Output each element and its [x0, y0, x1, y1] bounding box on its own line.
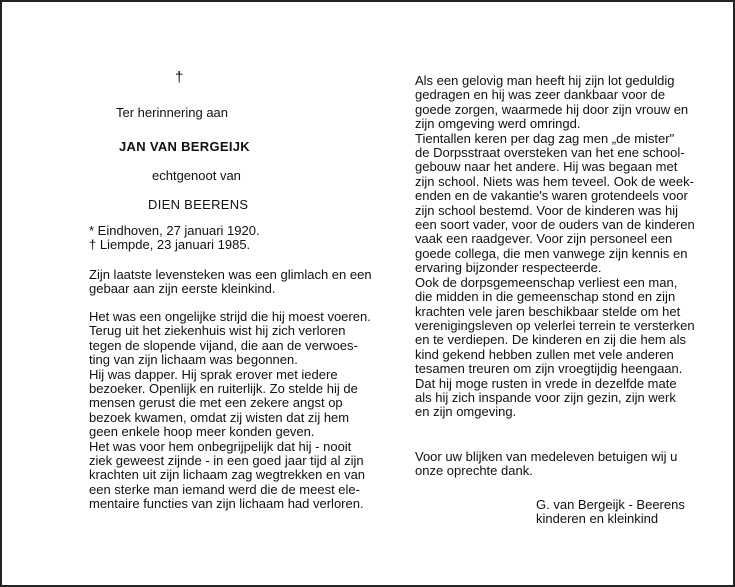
signature-name: G. van Bergeijk - Beerens: [536, 497, 685, 512]
text-line: en zijn omgeving.: [415, 404, 517, 420]
intro-line: Ter herinnering aan: [116, 105, 229, 120]
text-line: gedragen en hij was zeer dankbaar voor de: [415, 87, 666, 103]
text-line: Voor uw blijken van medeleven betuigen wij u: [415, 449, 678, 464]
text-line: zijn omgeving werd omringd.: [415, 116, 581, 132]
text-line: Het was voor hem onbegrijpelijk dat hij - nooit: [89, 438, 352, 454]
text-line: mentaire functies van zijn lichaam had verloren.: [89, 496, 364, 512]
text-line: krachten vele jaren beschikbaar stelde om het: [415, 303, 681, 319]
text-line: tesamen treuren om zijn vroegtijdig heengaan.: [415, 361, 683, 377]
text-line: zijn school bestemd. Voor de kinderen was hij: [415, 202, 679, 218]
text-line: goede zorgen, waarmede hij door zijn vrouw en: [415, 101, 689, 117]
text-line: enden en de vakantie's waren grotendeels voor: [415, 188, 688, 204]
text-line: ting van zijn lichaam was begonnen.: [89, 352, 298, 368]
text-line: Hij was dapper. Hij sprak erover met iedere: [89, 366, 338, 382]
text-line: kind gekend hebben zullen met vele anderen: [415, 346, 674, 362]
left-paragraph-2: [89, 310, 371, 512]
text-line: zijn school. Niets was hem teveel. Ook de week-: [415, 173, 694, 189]
death-date: † Liempde, 23 januari 1985.: [89, 237, 251, 253]
text-line: gebouw naar het andere. Hij was begaan met: [415, 159, 678, 175]
text-line: ervaring bijzonder respecteerde.: [415, 260, 602, 276]
right-paragraph-2: [415, 450, 677, 479]
text-line: de Dorpsstraat oversteken van het ene school-: [415, 145, 685, 161]
text-line: een soort vader, voor de ouders van de kinderen: [415, 217, 695, 233]
text-line: Tientallen keren per dag zag men „de mister": [415, 130, 675, 146]
right-paragraph-1: [415, 74, 695, 420]
text-line: tegen de slopende vijand, die aan de verwoes-: [89, 337, 358, 353]
signature-block: [536, 498, 685, 527]
text-line: Terug uit het ziekenhuis wist hij zich verloren: [89, 323, 346, 339]
text-line: verenigingsleven op velerlei terrein te versterken: [415, 317, 695, 333]
text-line: als hij zich inspande voor zijn gezin, zijn werk: [415, 389, 676, 405]
text-line: bezoeker. Openlijk en ruiterlijk. Zo stelde hij de: [89, 381, 358, 397]
text-line: goede collega, die men vanwege zijn kennis en: [415, 245, 688, 261]
text-line: en te verdiepen. De kinderen en zij die hem als: [415, 332, 686, 348]
birth-date: * Eindhoven, 27 januari 1920.: [89, 223, 260, 238]
relation-line: echtgenoot van: [152, 168, 241, 183]
text-line: Als een gelovig man heeft hij zijn lot geduldig: [415, 73, 675, 88]
text-line: geen enkele hoop meer konden geven.: [89, 424, 315, 440]
life-dates: [89, 224, 260, 253]
text-line: Dat hij moge rusten in vrede in dezelfde mate: [415, 375, 677, 391]
text-line: die midden in die gemeenschap stond en zijn: [415, 289, 676, 305]
text-line: krachten uit zijn lichaam zag wegtrekken en van: [89, 467, 366, 483]
left-paragraph-1: [89, 268, 372, 297]
text-line: een sterke man iemand werd die de meest ele-: [89, 481, 360, 497]
text-line: onze oprechte dank.: [415, 463, 533, 479]
text-line: bezoek kwamen, omdat zij wisten dat zij hem: [89, 409, 350, 425]
text-line: gebaar aan zijn eerste kleinkind.: [89, 281, 276, 297]
text-line: mensen gerust die met een zekere angst op: [89, 395, 343, 411]
spouse-name: DIEN BEERENS: [148, 197, 249, 212]
text-line: ziek geweest zijnde - in een goed jaar tijd al zijn: [89, 453, 364, 469]
signature-family: kinderen en kleinkind: [536, 511, 659, 527]
cross-symbol: †: [175, 69, 184, 86]
text-line: Ook de dorpsgemeenschap verliest een man,: [415, 274, 678, 290]
text-line: vaak een raadgever. Voor zijn personeel een: [415, 231, 673, 247]
deceased-name: JAN VAN BERGEIJK: [119, 139, 250, 154]
text-line: Zijn laatste levensteken was een glimlach en een: [89, 267, 372, 282]
text-line: Het was een ongelijke strijd die hij moest voeren.: [89, 309, 371, 324]
